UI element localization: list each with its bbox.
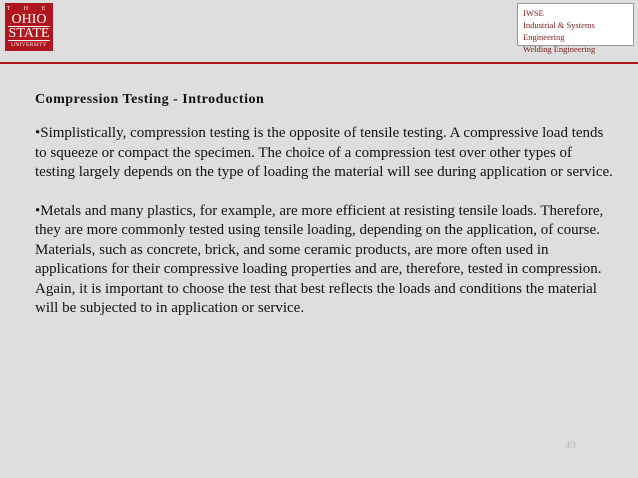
department-label: [517, 3, 634, 54]
dept-line-1: IWSE: [523, 8, 544, 18]
header-divider: [0, 62, 638, 64]
ohio-state-logo: [5, 3, 53, 51]
logo-the: T H E: [6, 6, 52, 12]
logo-university: UNIVERSITY: [11, 42, 47, 48]
page-number: 49: [565, 439, 576, 451]
dept-line-3: Welding Engineering: [523, 44, 596, 54]
logo-ohio: OHIO: [11, 12, 47, 27]
slide-title: Compression Testing - Introduction: [35, 92, 265, 107]
paragraph-1: •Simplistically, compression testing is the opposite of tensile testing. A compressive load tends to squeeze or compact the specimen. The choice of a compression test over other types of testing largely depends on the type of loading the material will see during application or service.: [35, 125, 613, 180]
logo-state: STATE: [8, 26, 50, 41]
slide-body: [35, 124, 615, 338]
dept-line-2: Industrial & Systems Engineering: [523, 20, 595, 42]
paragraph-2: •Metals and many plastics, for example, are more efficient at resisting tensile loads. Therefore, they are more commonly tested using tensile loading, depending on the application, of course. Materials, such as concrete, brick, and some ceramic products, are more often used in applications for their compressive loading properties and are, therefore, tested in compression. Again, it is important to choose the test that best reflects the loads and conditions the material will be subjected to in application or service.: [35, 202, 604, 316]
